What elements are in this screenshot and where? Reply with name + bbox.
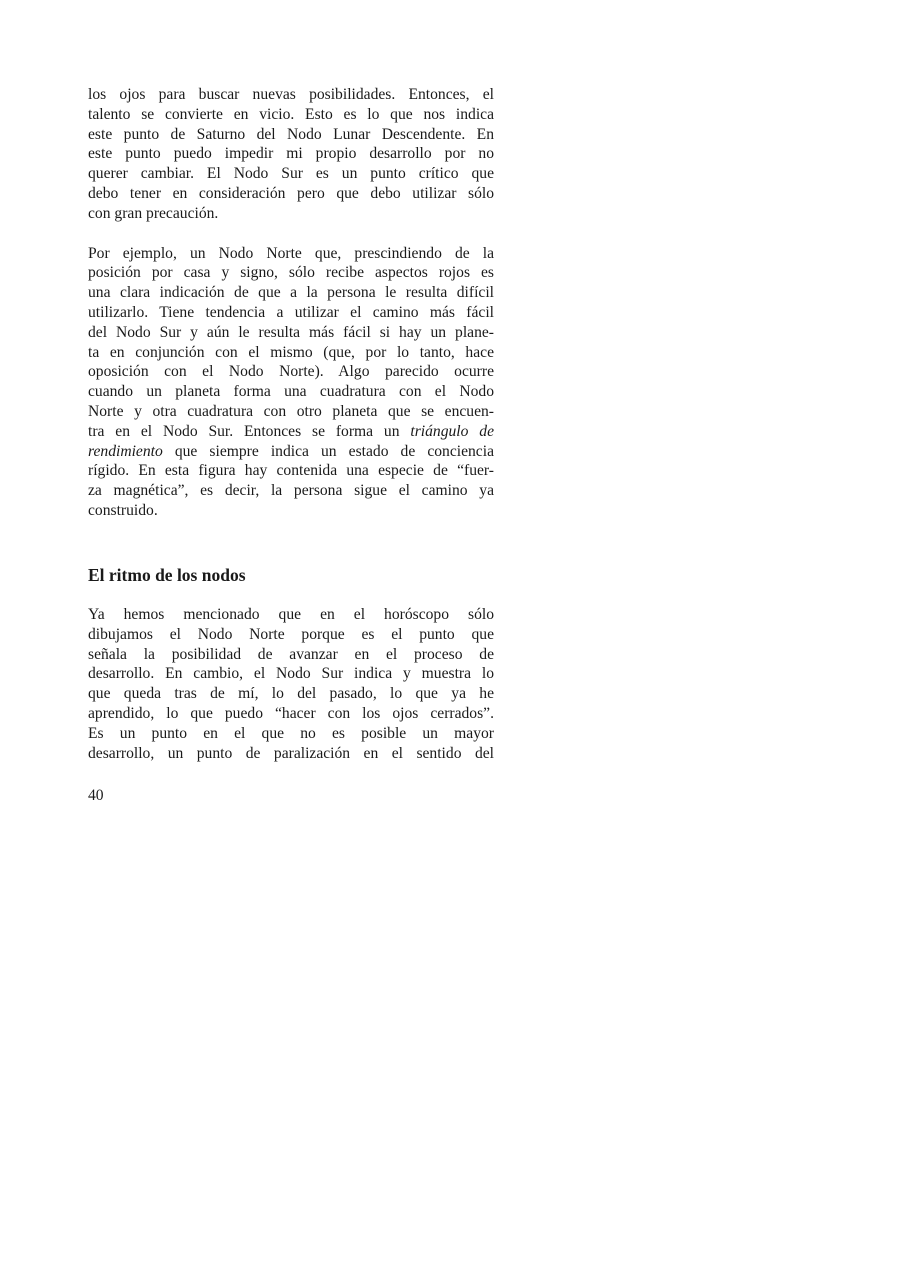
section-2-text [88,605,494,763]
text-line: que queda tras de mí, lo del pasado, lo que ya he [88,685,494,703]
text-line: querer cambiar. El Nodo Sur es un punto crítico que [88,165,494,183]
paragraph-2 [88,244,494,521]
text-line: posición por casa y signo, sólo recibe aspectos rojos es [88,264,494,282]
text-line: debo tener en consideración pero que debo utilizar sólo [88,184,494,202]
text-line: desarrollo. En cambio, el Nodo Sur indica y muestra lo [88,665,494,683]
text-fragment: tra en el Nodo Sur. Entonces se forma un [88,422,411,440]
text-line [88,442,494,462]
text-line: con gran precaución. [88,204,219,222]
text-line: este punto puedo impedir mi propio desarrollo por no [88,145,494,163]
text-line: Norte y otra cuadratura con otro planeta que se encuen- [88,402,494,420]
section-heading: El ritmo de los nodos [88,565,246,585]
text-line: ta en conjunción con el mismo (que, por lo tanto, hace [88,343,494,361]
text-line: construido. [88,501,158,519]
text-line: los ojos para buscar nuevas posibilidades. Entonces, el [88,86,494,103]
text-line: del Nodo Sur y aún le resulta más fácil si hay un plane- [88,323,494,341]
text-line: Es un punto en el que no es posible un mayor [88,724,494,742]
page-number: 40 [88,787,104,804]
body-text [88,85,494,521]
paragraph-1 [88,85,494,224]
text-line: desarrollo, un punto de paralización en el sentido del [88,744,494,762]
text-line: dibujamos el Nodo Norte porque es el punto que [88,625,494,643]
text-line: talento se convierte en vicio. Esto es lo que nos indica [88,105,494,123]
text-line: Ya hemos mencionado que en el horóscopo sólo [88,606,494,623]
text-line: oposición con el Nodo Norte). Algo parecido ocurre [88,363,494,381]
text-line: este punto de Saturno del Nodo Lunar Descendente. En [88,125,494,143]
text-line [88,422,494,442]
text-line: rígido. En esta figura hay contenida una especie de “fuer- [88,462,494,480]
text-line: Por ejemplo, un Nodo Norte que, prescindiendo de la [88,244,494,262]
text-line: utilizarlo. Tiene tendencia a utilizar el camino más fácil [88,303,494,321]
text-line: una clara indicación de que a la persona le resulta difícil [88,284,494,302]
italic-term: rendimiento [88,442,163,460]
text-fragment: que siempre indica un estado de conciencia [162,442,494,460]
text-line: cuando un planeta forma una cuadratura con el Nodo [88,383,494,401]
text-line: señala la posibilidad de avanzar en el proceso de [88,645,494,663]
text-line: za magnética”, es decir, la persona sigue el camino ya [88,482,494,500]
italic-term: triángulo de [410,422,494,440]
text-line: aprendido, lo que puedo “hacer con los ojos cerrados”. [88,704,494,722]
